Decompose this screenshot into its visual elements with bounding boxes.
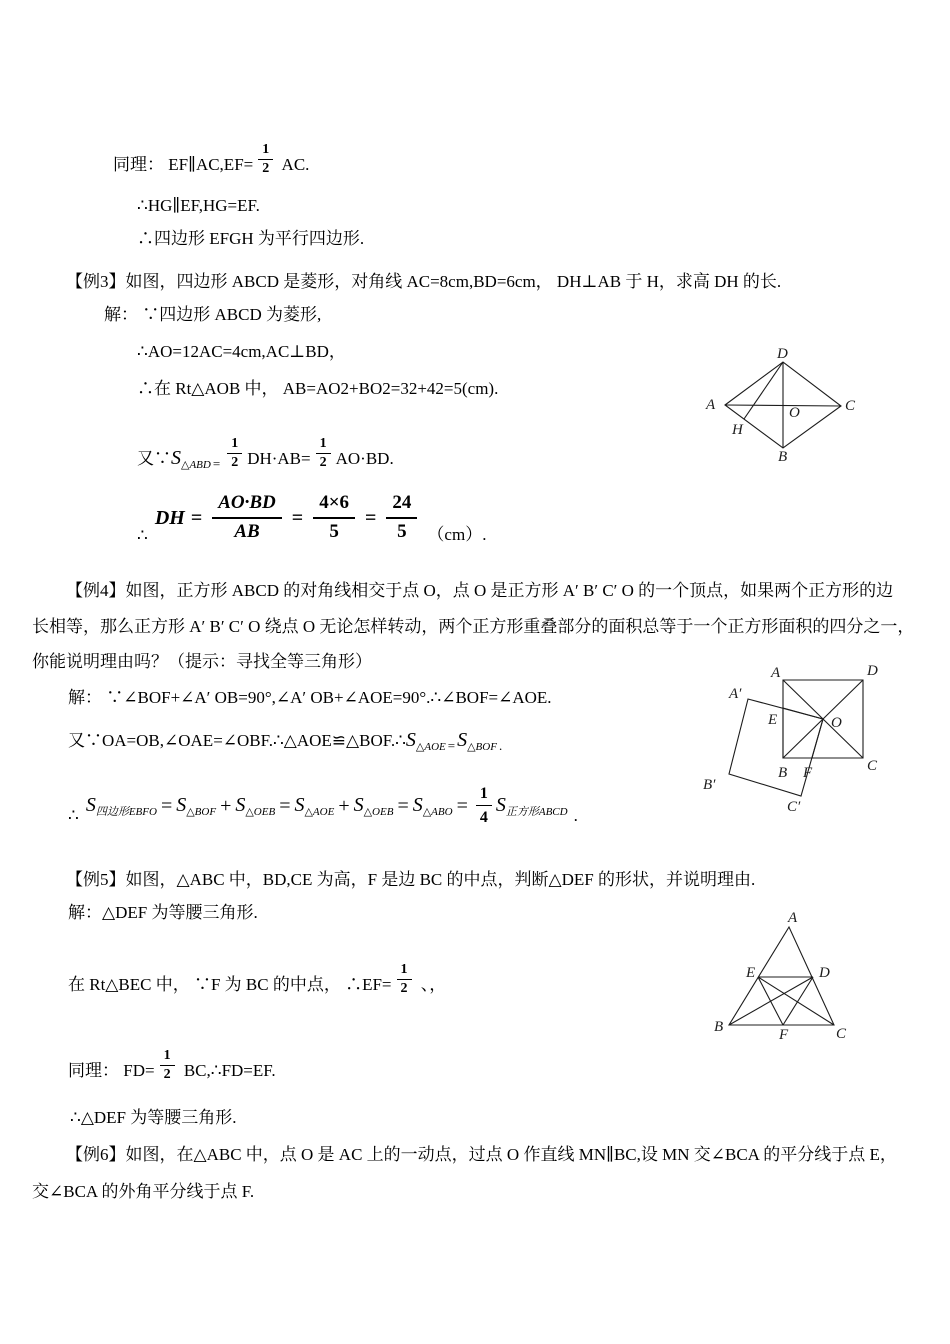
triangle-figure: [705, 905, 860, 1045]
ex2-line-hg: ∴HG∥EF,HG=EF.: [137, 196, 260, 215]
area-term: $S_{\triangle AOE}$: [294, 794, 335, 818]
point-label-f: F: [779, 1027, 789, 1043]
fraction-one-half: $\frac{1}{2}$: [258, 143, 273, 176]
ex5-step-3: 同理： FD= $\frac{1}{2}$ BC,∴FD=EF.: [68, 1048, 276, 1082]
ex2-line-ef-text: 同理： EF∥AC,EF=: [113, 155, 254, 174]
ex5-title: 【例5】如图，△ABC 中，BD,CE 为高，F 是边 BC 的中点，判断△DEF 的形状，并说明理由.: [66, 870, 756, 889]
fraction-one-half: $\frac{1}{2}$: [316, 437, 331, 470]
area-term: $S_{\triangle BOF}$: [176, 794, 217, 818]
vertex-label-b: B: [714, 1019, 724, 1035]
area-symbol: S: [171, 447, 181, 469]
ex2-line-ef: 同理： EF∥AC,EF= $\frac{1}{2}$ AC.: [113, 142, 310, 176]
ex4-title-line2: 长相等，那么正方形 A′ B′ C′ O 绕点 O 无论怎样转动，两个正方形重叠部分的面积总等于一个正方形面积的四分之一，: [32, 617, 915, 636]
therefore-symbol: ∴: [68, 806, 79, 825]
fraction-one-half: $\frac{1}{2}$: [227, 437, 242, 470]
fraction-aobd-ab: $\frac{AO\cdot BD}{AB}$: [212, 493, 282, 543]
therefore-symbol: ∴: [137, 526, 148, 545]
fraction-4x6-5: $\frac{4\times 6}{5}$: [313, 493, 355, 543]
vertex-label-b-prime: B′: [703, 777, 716, 793]
ex2-line-conclusion: ∴四边形 EFGH 为平行四边形.: [137, 229, 365, 248]
ex3-step-4: 又$\because S_{\triangle ABD}$ $_=$ $\frac{1}{2}$ DH·AB= $\frac{1}{2}$ AO·BD.: [137, 436, 394, 471]
point-label-e: E: [768, 712, 778, 728]
vertex-label-a: A: [706, 397, 716, 413]
ex6-title-line2: 交∠BCA 的外角平分线于点 F.: [32, 1182, 255, 1201]
ex5-step-1: 解：△DEF 为等腰三角形.: [68, 903, 258, 922]
ex4-step-1: 解： ∵∠BOF+∠A′ OB=90°,∠A′ OB+∠AOE=90°.∴∠BOF=∠AOE.: [68, 688, 552, 707]
fraction-one-half: $\frac{1}{2}$: [160, 1049, 175, 1082]
ex3-step-3: ∴在 Rt△AOB 中， AB=AO2+BO2=32+42=5(cm).: [137, 379, 499, 398]
vertex-label-b: B: [778, 449, 788, 465]
area-term: $S_{四边形EBFO}$: [85, 793, 157, 818]
vertex-label-a: A: [771, 665, 781, 681]
ex4-title-line3: 你能说明理由吗？（提示：寻找全等三角形）: [32, 652, 372, 671]
segment-ef: [758, 977, 783, 1025]
rhombus-figure: [700, 338, 860, 473]
point-label-d: D: [819, 965, 830, 981]
ex5-step-2: 在 Rt△BEC 中， ∵F 为 BC 的中点， ∴EF= $\frac{1}{2}$ 、，: [68, 962, 447, 996]
vertex-label-b: B: [778, 765, 788, 781]
vertex-label-c-prime: C′: [787, 799, 801, 815]
unit-cm: （cm）.: [427, 525, 487, 544]
ex3-title: 【例3】如图，四边形 ABCD 是菱形，对角线 AC=8cm,BD=6cm， DH⊥AB 于 H，求高 DH 的长.: [66, 272, 782, 291]
area-term: $S_{\triangle ABO}$: [412, 794, 453, 818]
center-label-o: O: [789, 405, 800, 421]
ex3-dh-formula: ∴ DH = $\frac{AO\cdot BD}{AB}$ = $\frac{4\times 6}{5}$ = $\frac{24}{5}$ （cm）.: [137, 488, 486, 548]
vertex-label-c: C: [836, 1026, 847, 1042]
shaded-overlap-region: [783, 708, 823, 758]
vertex-label-a: A: [788, 910, 798, 926]
vertex-label-a-prime: A′: [729, 686, 742, 702]
area-symbol: S: [457, 729, 468, 751]
fraction-one-fourth: $\frac{1}{4}$: [476, 785, 492, 826]
fraction-one-half: $\frac{1}{2}$: [397, 963, 412, 996]
segment-df: [783, 977, 813, 1025]
area-term: $S_{\triangle OEB}$: [235, 794, 276, 818]
vertex-label-d: D: [777, 346, 788, 362]
foot-label-h: H: [732, 422, 743, 438]
ex6-title-line1: 【例6】如图，在△ABC 中，点 O 是 AC 上的一动点，过点 O 作直线 MN∥BC,设 MN 交∠BCA 的平分线于点 E，: [66, 1145, 897, 1164]
dh-variable: DH: [154, 506, 185, 529]
point-label-f: F: [803, 765, 813, 781]
area-symbol: S: [405, 729, 416, 751]
height-dh: [744, 362, 783, 419]
area-subscript: △BOF: [467, 741, 497, 753]
ex4-title-line1: 【例4】如图，正方形 ABCD 的对角线相交于点 O，点 O 是正方形 A′ B′ C′ O 的一个顶点，如果两个正方形的边: [66, 581, 894, 600]
vertex-label-d: D: [867, 663, 878, 679]
center-label-o: O: [831, 715, 842, 731]
fraction-24-5: $\frac{24}{5}$: [386, 493, 417, 543]
vertex-label-c: C: [867, 758, 878, 774]
area-term: $S_{正方形ABCD}$: [495, 793, 568, 818]
ex4-area-formula: ∴ $S_{四边形EBFO}$ = $S_{\triangle BOF}$ + $S_{\triangle OEB}$ = $S_{\triangle AOE}$ + $S_{\triangle OEB}$ = $S_{\triangle ABO}$ = $\frac{1}{4}$ $S_{正方形ABCD}$ .: [68, 785, 578, 826]
point-label-e: E: [746, 965, 756, 981]
squares-figure: [695, 655, 885, 817]
area-subscript: △ABD: [181, 459, 211, 471]
ex3-step-1: 解： ∵四边形 ABCD 为菱形,: [104, 305, 322, 324]
ex3-step-2: ∴AO=12AC=4cm,AC⊥BD，: [137, 342, 346, 361]
ex4-step-2: 又$\because OA=OB,\angle OAE=\angle OBF.\therefore\triangle AOE≌\triangle BOF.\therefore S_{\triangle AOE}$ $_=$ $S_{\triangle BOF}$ $_.$: [68, 729, 503, 753]
area-subscript: △AOE: [415, 741, 446, 753]
area-term: $S_{\triangle OEB}$: [353, 794, 394, 818]
ex5-conclusion: ∴△DEF 为等腰三角形.: [70, 1108, 237, 1127]
vertex-label-c: C: [845, 398, 856, 414]
